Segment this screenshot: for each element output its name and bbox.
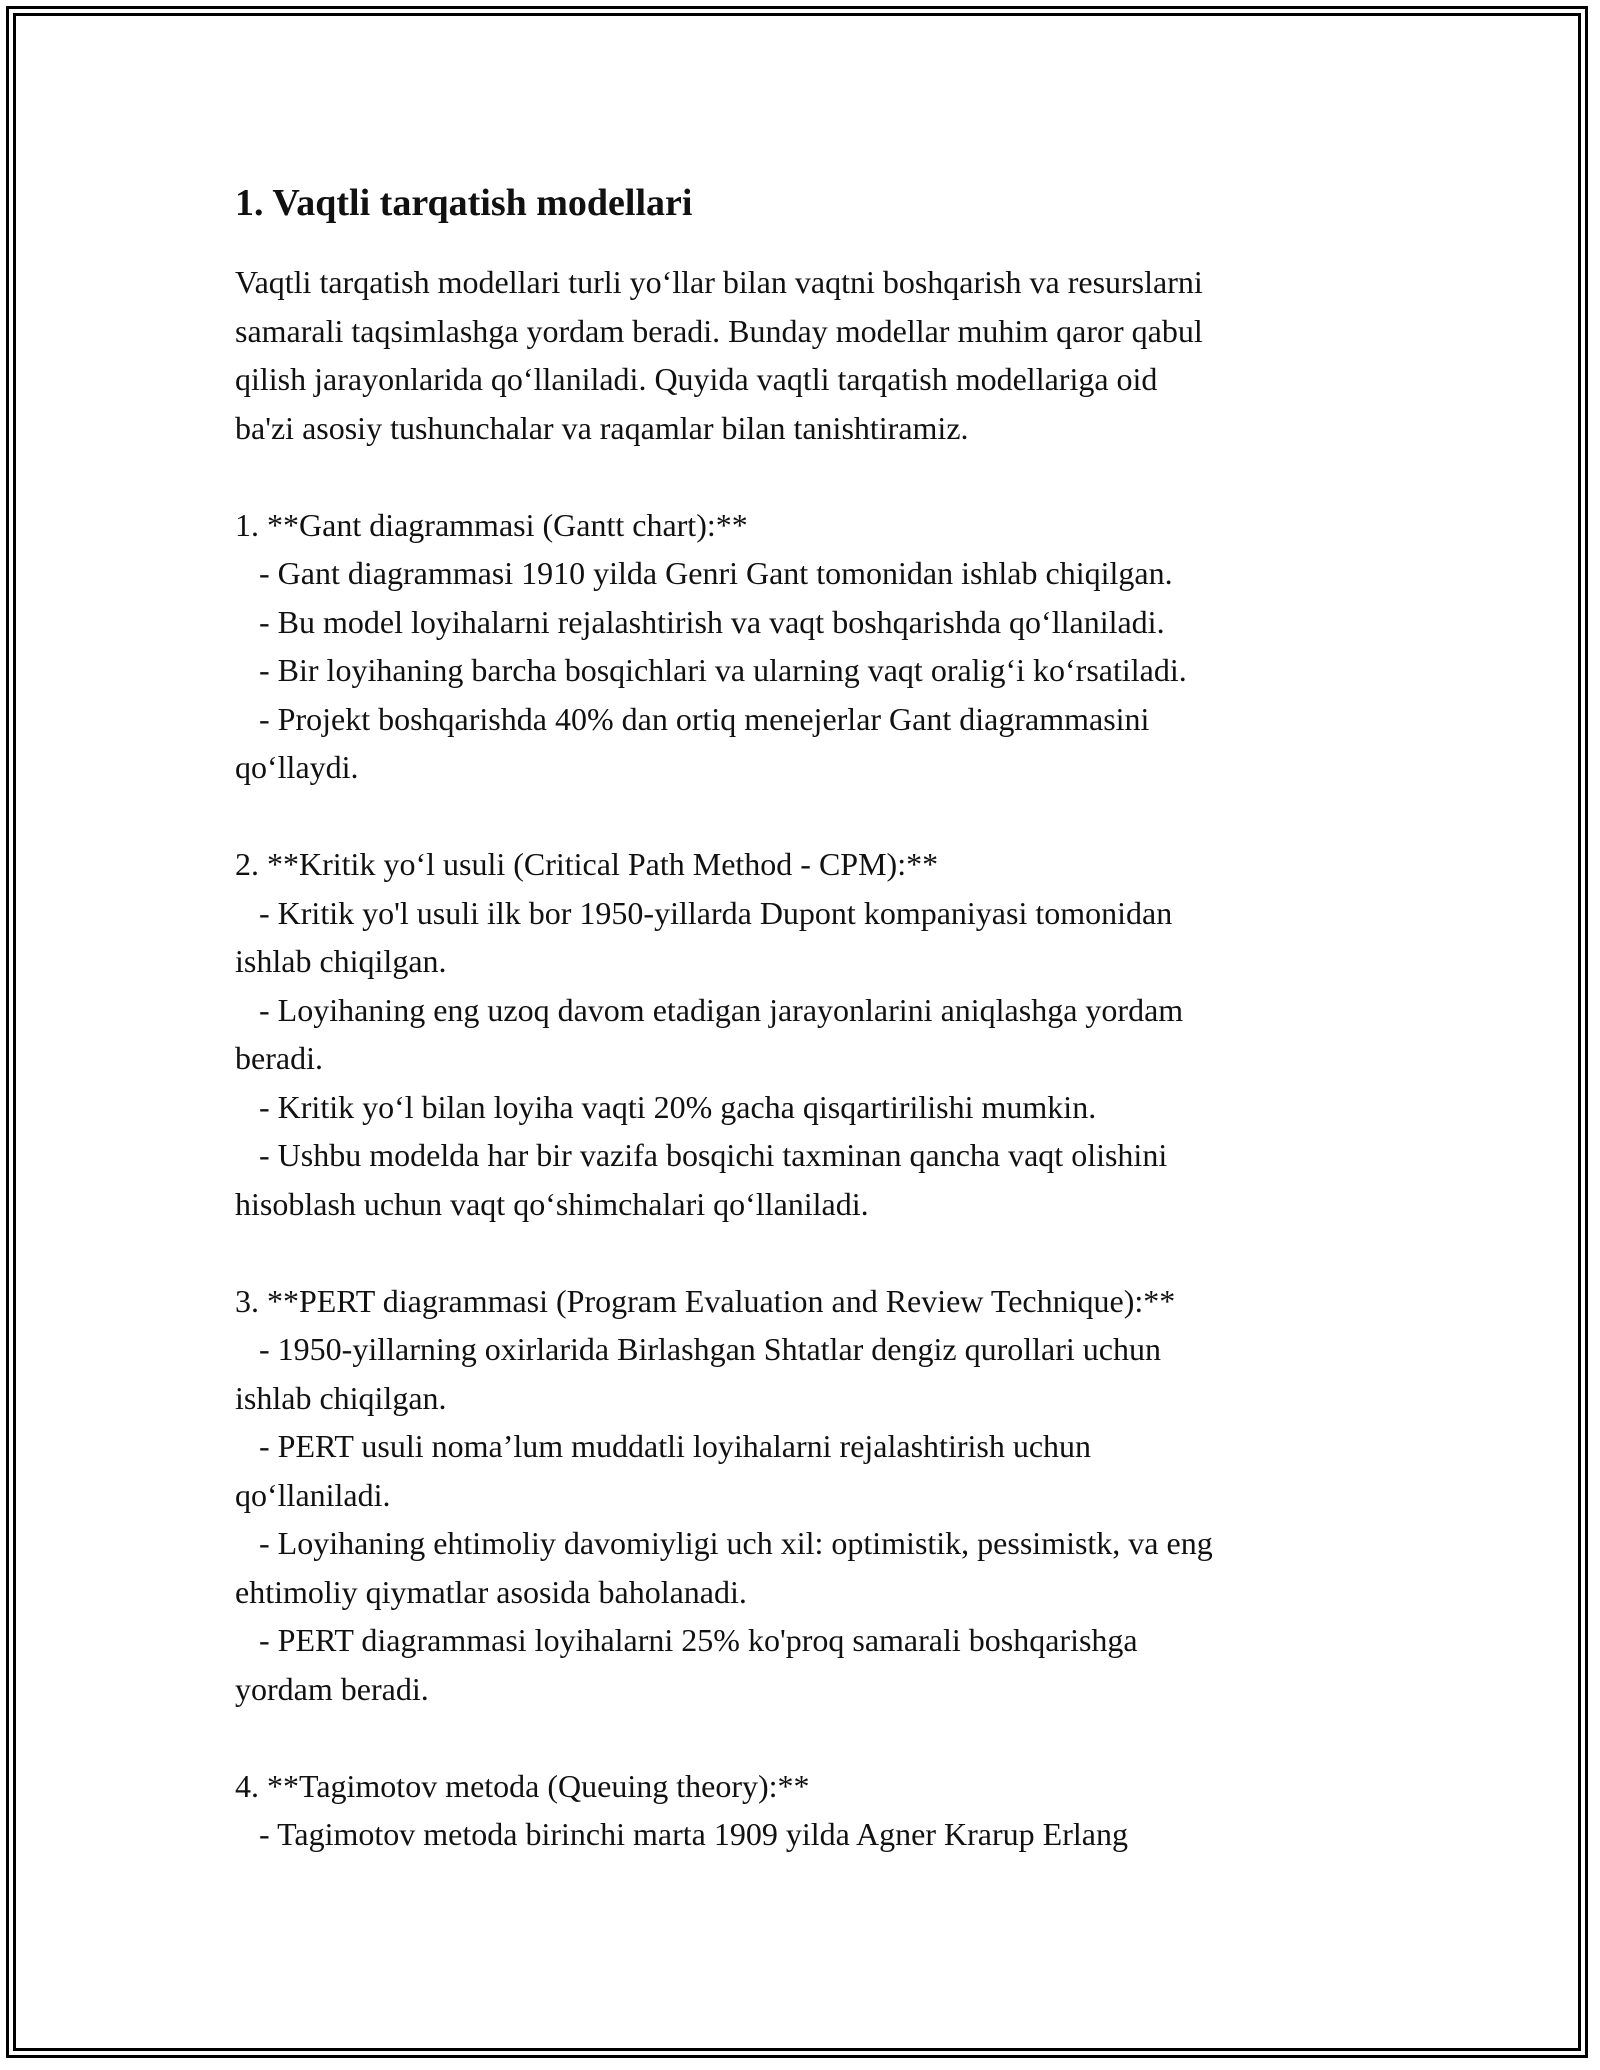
list-item: - PERT diagrammasi loyihalarni 25% ko'proq samarali boshqarishga yordam beradi. <box>235 1622 1138 1707</box>
list-item: - Loyihaning eng uzoq davom etadigan jarayonlarini aniqlashga yordam beradi. <box>235 991 1184 1076</box>
document-body <box>235 180 1365 1859</box>
section-gantt <box>235 501 1365 792</box>
intro-paragraph: Vaqtli tarqatish modellari turli yo‘llar bilan vaqtni boshqarish va resurslarni samarali taqsimlashga yordam beradi. Bunday modellar muhim qaror qabul qilish jarayonlarida qo‘llaniladi. Quyida vaqtli tarqatish modellariga oid ba'zi asosiy tushunchalar va raqamlar bilan tanishtiramiz. <box>235 264 1203 446</box>
section-cpm <box>235 840 1365 1228</box>
spacer <box>235 792 1365 841</box>
list-item: - PERT usuli noma’lum muddatli loyihalarni rejalashtirish uchun qo‘llaniladi. <box>235 1428 1092 1513</box>
spacer <box>235 1228 1365 1277</box>
list-item: - Loyihaning ehtimoliy davomiyligi uch xil: optimistik, pessimistk, va eng ehtimoliy qiymatlar asosida baholanadi. <box>235 1525 1213 1610</box>
section-heading: 2. **Kritik yo‘l usuli (Critical Path Method - CPM):** <box>235 846 939 882</box>
list-item: - Projekt boshqarishda 40% dan ortiq menejerlar Gant diagrammasini qo‘llaydi. <box>235 700 1150 785</box>
section-heading: 3. **PERT diagrammasi (Program Evaluation and Review Technique):** <box>235 1282 1176 1319</box>
list-item: - 1950-yillarning oxirlarida Birlashgan Shtatlar dengiz qurollari uchun ishlab chiqilgan. <box>235 1331 1161 1416</box>
spacer <box>235 452 1365 501</box>
list-item: - Bu model loyihalarni rejalashtirish va vaqt boshqarishda qo‘llaniladi. <box>235 603 1165 640</box>
section-heading: 4. **Tagimotov metoda (Queuing theory):** <box>235 1767 810 1804</box>
list-item: - Kritik yo'l usuli ilk bor 1950-yillarda Dupont kompaniyasi tomonidan ishlab chiqilgan. <box>235 894 1173 979</box>
list-item: - Ushbu modelda har bir vazifa bosqichi taxminan qancha vaqt olishini hisoblash uchun vaqt qo‘shimchalari qo‘llaniladi. <box>235 1137 1168 1222</box>
document-title: 1. Vaqtli tarqatish modellari <box>235 182 693 224</box>
section-queuing <box>235 1762 1365 1859</box>
section-heading: 1. **Gant diagrammasi (Gantt chart):** <box>235 506 748 543</box>
spacer <box>235 1713 1365 1762</box>
list-item: - Bir loyihaning barcha bosqichlari va ularning vaqt oralig‘i ko‘rsatiladi. <box>235 652 1187 688</box>
section-pert <box>235 1277 1365 1714</box>
list-item: - Tagimotov metoda birinchi marta 1909 yilda Agner Krarup Erlang <box>235 1816 1128 1852</box>
list-item: - Kritik yo‘l bilan loyiha vaqti 20% gacha qisqartirilishi mumkin. <box>235 1088 1097 1125</box>
list-item: - Gant diagrammasi 1910 yilda Genri Gant tomonidan ishlab chiqilgan. <box>235 555 1173 591</box>
